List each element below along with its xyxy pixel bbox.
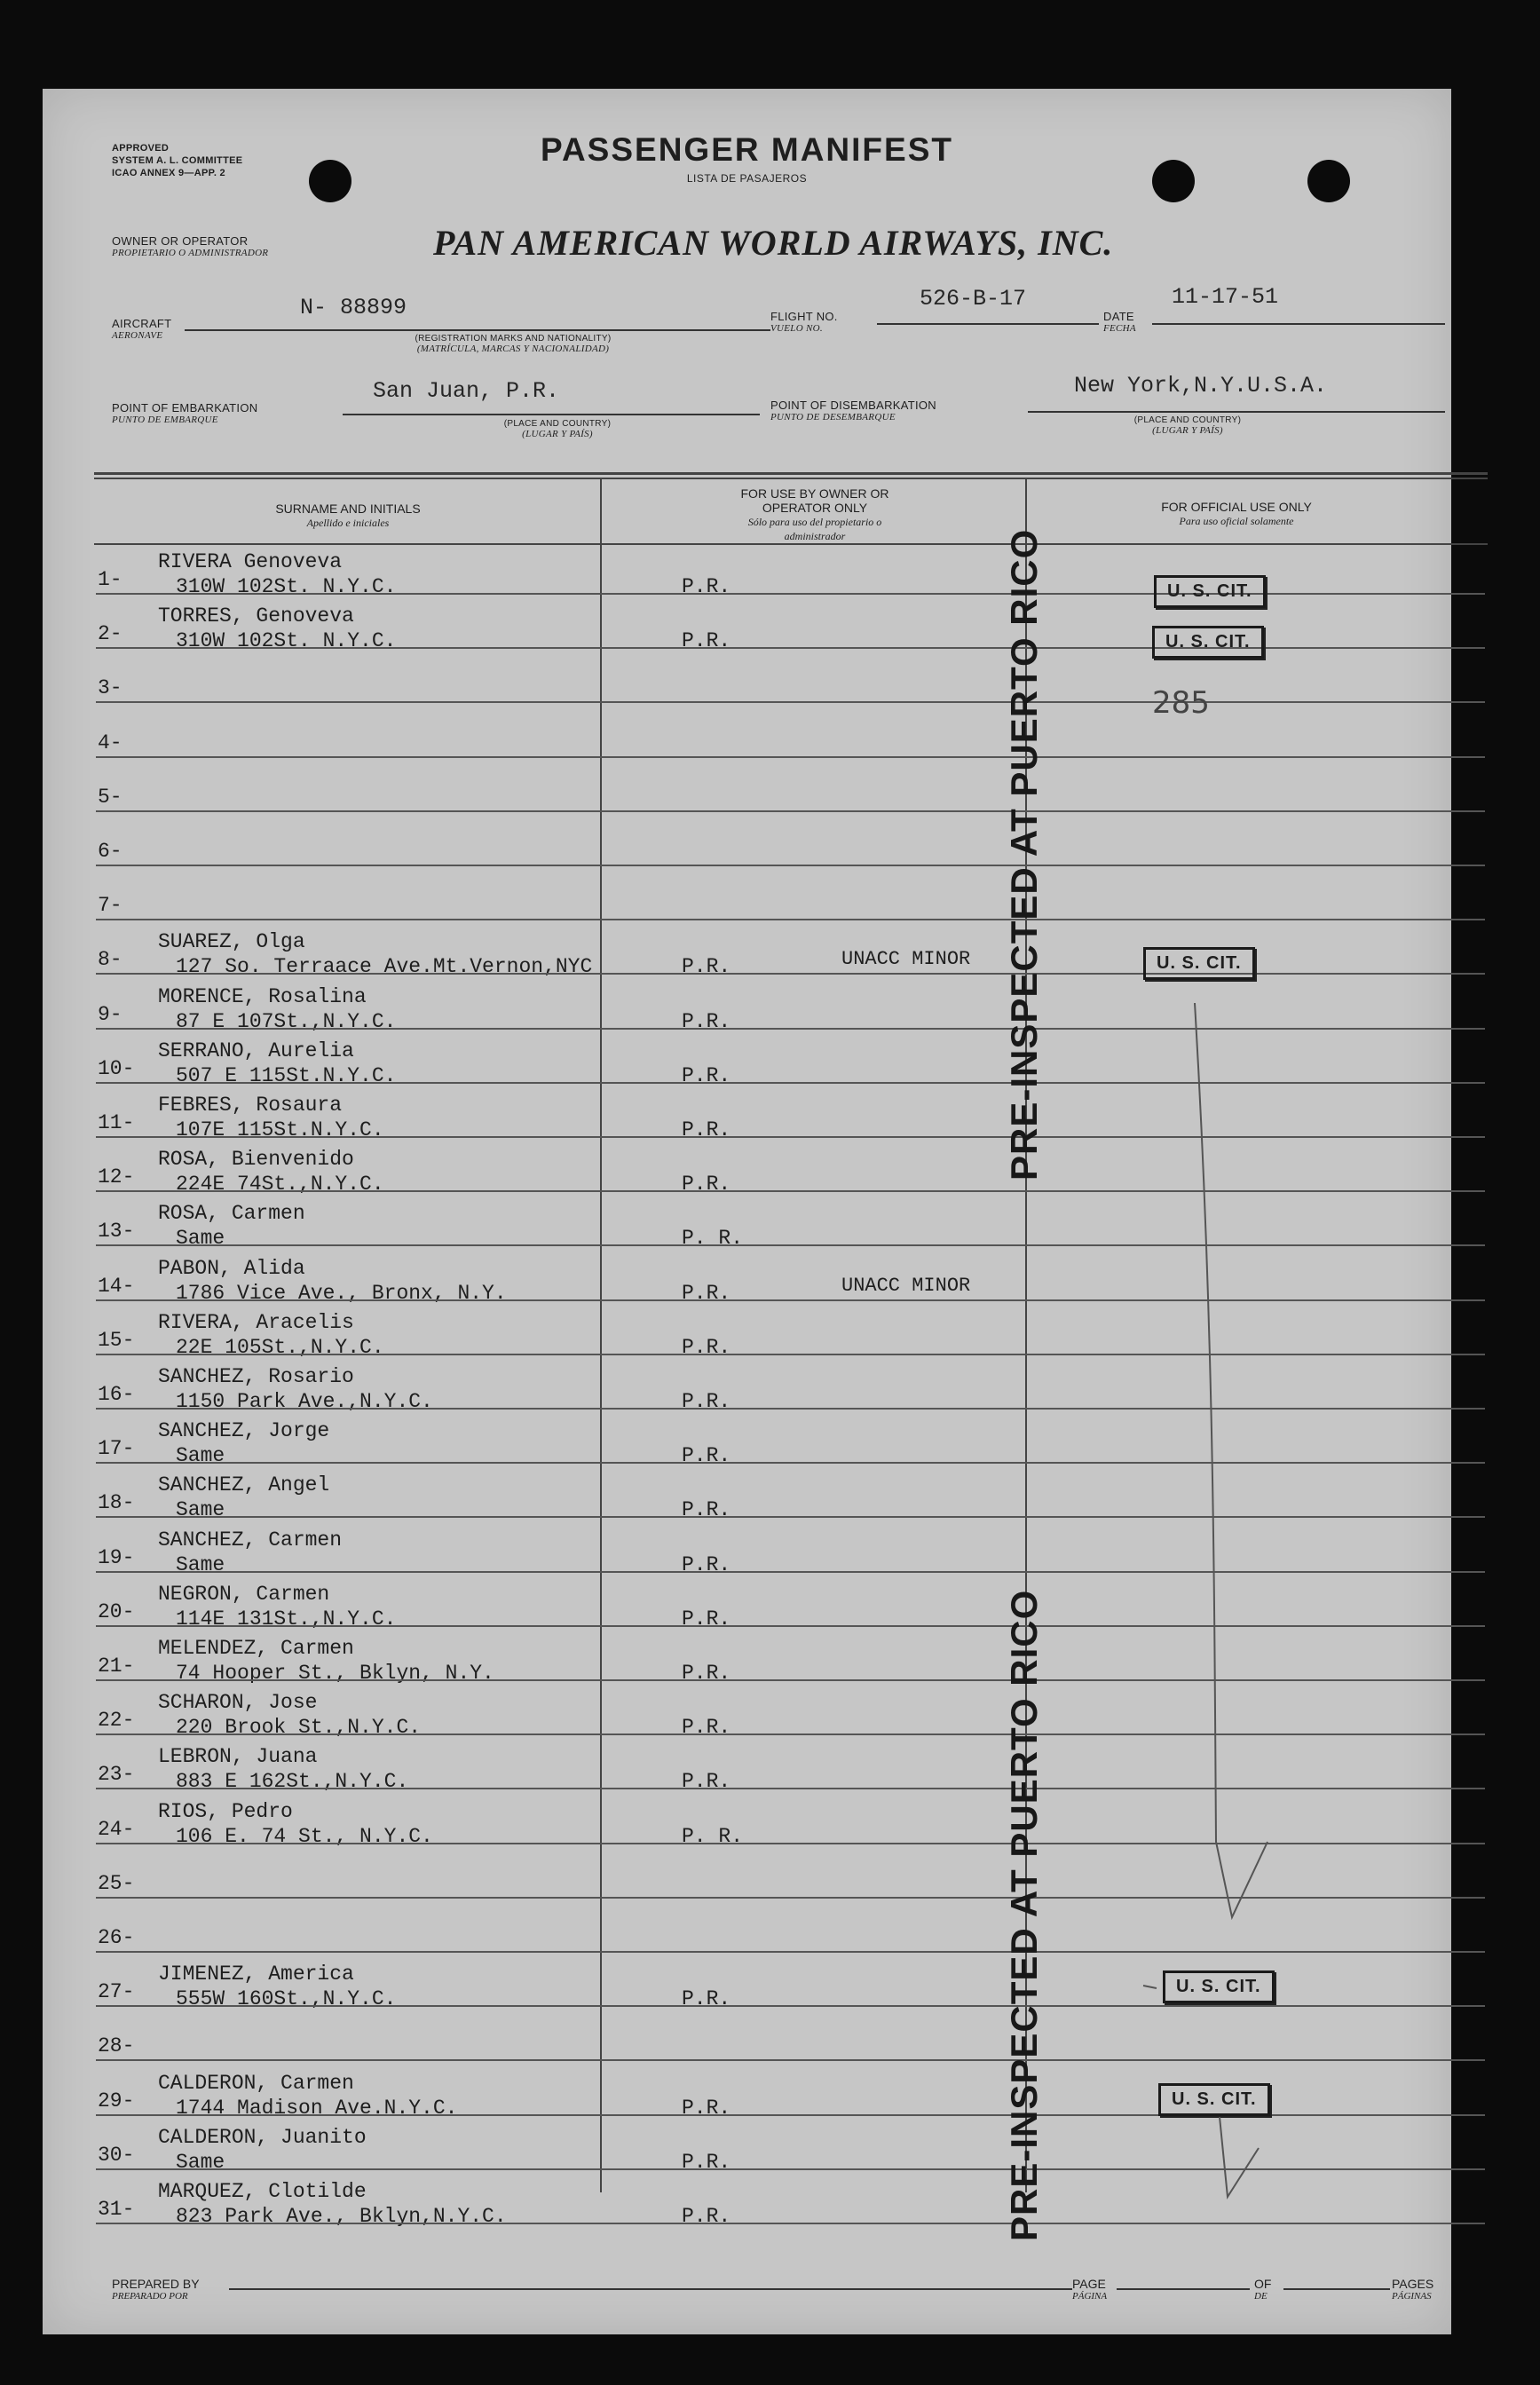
row-number: 2-	[98, 622, 122, 646]
owner-use-value: P.R.	[682, 1716, 731, 1740]
system-label: SYSTEM A. L. COMMITTEE	[112, 155, 243, 166]
row-rule	[96, 701, 1485, 703]
row-rule	[96, 1788, 1485, 1789]
passenger-name: SERRANO, Aurelia	[158, 1039, 354, 1062]
passenger-address: 114E 131St.,N.Y.C.	[176, 1607, 397, 1631]
row-rule	[96, 647, 1485, 649]
embark-place-note-es: (LUGAR Y PAÍS)	[522, 429, 593, 439]
owner-use-value: P.R.	[682, 1173, 731, 1196]
aircraft-label-en: AIRCRAFT	[112, 317, 172, 330]
owner-use-value: P.R.	[682, 1118, 731, 1141]
table-row	[43, 1637, 1451, 1690]
row-number: 21-	[98, 1654, 135, 1678]
row-number: 11-	[98, 1111, 135, 1134]
row-rule	[96, 1733, 1485, 1735]
row-number: 20-	[98, 1599, 135, 1623]
row-rule	[96, 1244, 1485, 1246]
date-label-es: FECHA	[1103, 323, 1136, 334]
flight-label-es: VUELO NO.	[770, 323, 823, 334]
row-rule	[96, 2114, 1485, 2116]
passenger-address: 87 E 107St.,N.Y.C.	[176, 1009, 397, 1033]
owner-use-value: P.R.	[682, 1987, 731, 2011]
passenger-name: RIVERA, Aracelis	[158, 1310, 354, 1334]
owner-use-value: P.R.	[682, 1444, 731, 1468]
row-number: 28-	[98, 2034, 135, 2058]
prepared-by-label-es: PREPARADO POR	[112, 2291, 188, 2302]
preinspected-stamp: PRE-INSPECTED AT PUERTO RICO	[1003, 528, 1045, 1181]
row-rule	[96, 1082, 1485, 1084]
disembark-value: New York,N.Y.U.S.A.	[1074, 373, 1328, 399]
row-rule	[96, 1190, 1485, 1192]
page-underline	[1117, 2288, 1250, 2290]
table-row	[43, 2180, 1451, 2233]
passenger-address: 883 E 162St.,N.Y.C.	[176, 1770, 409, 1794]
row-rule	[96, 865, 1485, 866]
owner-use-value: P.R.	[682, 1281, 731, 1305]
column-header-official	[1028, 500, 1445, 528]
row-number: 17-	[98, 1437, 135, 1461]
disembark-underline	[1028, 411, 1445, 413]
row-number: 31-	[98, 2198, 135, 2221]
row-number: 24-	[98, 1817, 135, 1841]
passenger-name: CALDERON, Carmen	[158, 2071, 354, 2095]
passenger-name: SUAREZ, Olga	[158, 930, 305, 954]
table-row	[43, 768, 1451, 821]
registration-note-es: (MATRÍCULA, MARCAS Y NACIONALIDAD)	[416, 344, 610, 354]
page-title: PASSENGER MANIFEST	[541, 131, 953, 168]
row-rule	[96, 1354, 1485, 1355]
column-header-official-en: FOR OFFICIAL USE ONLY	[1161, 500, 1312, 514]
of-label-en: OF	[1254, 2277, 1272, 2291]
page-title-es: LISTA DE PASAJEROS	[686, 172, 808, 185]
row-rule	[96, 1462, 1485, 1464]
us-cit-stamp: U. S. CIT.	[1154, 575, 1266, 608]
embark-label-es: PUNTO DE EMBARQUE	[112, 415, 218, 425]
pencil-note: 285	[1152, 685, 1210, 721]
aircraft-value: N- 88899	[300, 295, 407, 320]
table-row	[43, 1202, 1451, 1255]
flight-label-en: FLIGHT NO.	[770, 310, 838, 323]
flight-label	[770, 311, 838, 334]
disembark-label-en: POINT OF DISEMBARKATION	[770, 399, 936, 412]
disembark-label-es: PUNTO DE DESEMBARQUE	[770, 412, 896, 423]
passenger-name: FEBRES, Rosaura	[158, 1094, 343, 1117]
row-rule	[96, 1625, 1485, 1627]
owner-label	[112, 235, 268, 258]
row-rule	[96, 756, 1485, 758]
owner-use-value: P.R.	[682, 2096, 731, 2120]
table-row	[43, 822, 1451, 875]
registration-note-en: (REGISTRATION MARKS AND NATIONALITY)	[415, 334, 612, 344]
passenger-name: RIOS, Pedro	[158, 1799, 293, 1823]
table-row	[43, 1583, 1451, 1636]
passenger-name: SANCHEZ, Jorge	[158, 1419, 330, 1443]
aircraft-label-es: AERONAVE	[112, 330, 163, 341]
pages-label-es: PÁGINAS	[1392, 2291, 1432, 2302]
row-number: 9-	[98, 1002, 122, 1026]
row-rule	[96, 1028, 1485, 1030]
passenger-address: 310W 102St. N.Y.C.	[176, 575, 397, 598]
table-top-rule	[94, 472, 1488, 475]
table-row	[43, 1365, 1451, 1418]
row-number: 14-	[98, 1274, 135, 1298]
us-cit-stamp: U. S. CIT.	[1158, 2083, 1270, 2116]
row-rule	[96, 1136, 1485, 1138]
passenger-name: MARQUEZ, Clotilde	[158, 2180, 367, 2203]
passenger-name: MELENDEZ, Carmen	[158, 1637, 354, 1660]
row-number: 19-	[98, 1545, 135, 1569]
disembark-place-note	[1108, 415, 1268, 436]
manifest-page	[43, 89, 1451, 2334]
page-label	[1072, 2277, 1107, 2302]
passenger-address: 107E 115St.N.Y.C.	[176, 1118, 384, 1141]
preinspected-stamp: PRE-INSPECTED AT PUERTO RICO	[1003, 1589, 1045, 2241]
official-note: UNACC MINOR	[841, 948, 971, 971]
table-top-rule-2	[94, 478, 1488, 479]
passenger-name: JIMENEZ, America	[158, 1962, 354, 1986]
passenger-name: CALDERON, Juanito	[158, 2125, 367, 2149]
passenger-name: SCHARON, Jose	[158, 1691, 318, 1715]
airline-name: PAN AMERICAN WORLD AIRWAYS, INC.	[433, 223, 1114, 263]
passenger-address: 823 Park Ave., Bklyn,N.Y.C.	[176, 2205, 507, 2228]
owner-use-value: P.R.	[682, 2150, 731, 2174]
row-number: 5-	[98, 785, 122, 809]
owner-use-value: P. R.	[682, 1227, 744, 1251]
column-header-surname-en: SURNAME AND INITIALS	[275, 501, 421, 516]
passenger-name: PABON, Alida	[158, 1256, 305, 1280]
row-number: 4-	[98, 731, 122, 754]
row-rule	[96, 2168, 1485, 2170]
passenger-address: 220 Brook St.,N.Y.C.	[176, 1716, 422, 1740]
row-rule	[96, 1408, 1485, 1410]
owner-use-value: P.R.	[682, 1607, 731, 1631]
passenger-address: 1786 Vice Ave., Bronx, N.Y.	[176, 1281, 507, 1305]
prepared-by	[112, 2277, 200, 2302]
row-rule	[96, 1299, 1485, 1301]
embark-place-note	[478, 419, 637, 439]
row-rule	[96, 919, 1485, 920]
row-number: 29-	[98, 2089, 135, 2113]
table-row	[43, 1854, 1451, 1907]
passenger-address: Same	[176, 1227, 225, 1251]
table-row	[43, 876, 1451, 929]
row-number: 6-	[98, 840, 122, 863]
passenger-name: NEGRON, Carmen	[158, 1582, 330, 1606]
row-number: 10-	[98, 1056, 135, 1080]
passenger-address: 22E 105St.,N.Y.C.	[176, 1335, 384, 1359]
passenger-address: 106 E. 74 St., N.Y.C.	[176, 1824, 433, 1848]
passenger-address: 555W 160St.,N.Y.C.	[176, 1987, 397, 2011]
table-row	[43, 1745, 1451, 1798]
passenger-address: 310W 102St. N.Y.C.	[176, 629, 397, 653]
owner-use-value: P.R.	[682, 955, 731, 979]
us-cit-stamp: U. S. CIT.	[1143, 947, 1255, 980]
passenger-address: 1150 Park Ave.,N.Y.C.	[176, 1390, 433, 1413]
row-number: 13-	[98, 1220, 135, 1244]
us-cit-stamp: U. S. CIT.	[1152, 626, 1264, 659]
date-label-en: DATE	[1103, 310, 1134, 323]
row-number: 27-	[98, 1980, 135, 2004]
column-header-owner-use-en: FOR USE BY OWNER OR OPERATOR ONLY	[740, 486, 889, 515]
embark-place-note-en: (PLACE AND COUNTRY)	[503, 419, 612, 429]
prepared-by-label: PREPARED BY	[112, 2277, 200, 2291]
passenger-address: 507 E 115St.N.Y.C.	[176, 1063, 397, 1087]
row-number: 16-	[98, 1383, 135, 1406]
passenger-name: SANCHEZ, Angel	[158, 1473, 330, 1497]
table-row	[43, 1528, 1451, 1582]
row-rule	[96, 1951, 1485, 1953]
column-header-owner-use	[717, 486, 912, 543]
pages-label-en: PAGES	[1392, 2277, 1434, 2291]
date-underline	[1152, 323, 1445, 325]
passenger-address: 127 So. Terraace Ave.Mt.Vernon,NYC	[176, 955, 593, 979]
row-number: 3-	[98, 676, 122, 700]
row-rule	[96, 2223, 1485, 2224]
passenger-name: ROSA, Bienvenido	[158, 1148, 354, 1172]
row-rule	[96, 1843, 1485, 1844]
passenger-name: RIVERA Genoveva	[158, 550, 343, 573]
table-row	[43, 1311, 1451, 1364]
row-number: 25-	[98, 1871, 135, 1895]
table-row	[43, 714, 1451, 767]
icao-label: ICAO ANNEX 9—APP. 2	[112, 168, 225, 178]
row-number: 23-	[98, 1763, 135, 1787]
column-header-surname	[96, 501, 600, 530]
table-row	[43, 1257, 1451, 1310]
passenger-name: SANCHEZ, Carmen	[158, 1528, 343, 1552]
table-row	[43, 985, 1451, 1039]
row-number: 8-	[98, 948, 122, 972]
passenger-name: LEBRON, Juana	[158, 1745, 318, 1769]
of-underline	[1283, 2288, 1390, 2290]
date-label	[1103, 311, 1136, 334]
of-label	[1254, 2277, 1271, 2302]
row-number: 22-	[98, 1709, 135, 1733]
row-number: 1-	[98, 568, 122, 591]
column-header-surname-es: Apellido e iniciales	[306, 517, 390, 529]
table-row	[43, 1473, 1451, 1527]
row-rule	[96, 1571, 1485, 1573]
passenger-address: Same	[176, 1498, 225, 1522]
page-label-es: PÁGINA	[1072, 2291, 1108, 2302]
embark-underline	[343, 414, 760, 415]
registration-note	[344, 334, 682, 354]
owner-use-value: P. R.	[682, 1824, 744, 1848]
passenger-address: Same	[176, 1552, 225, 1576]
of-label-es: DE	[1254, 2291, 1268, 2302]
embark-label	[112, 402, 257, 425]
passenger-address: Same	[176, 1444, 225, 1468]
table-row	[43, 1800, 1451, 1853]
owner-use-value: P.R.	[682, 1335, 731, 1359]
passenger-address: 74 Hooper St., Bklyn, N.Y.	[176, 1662, 494, 1685]
row-rule	[96, 1679, 1485, 1681]
disembark-place-note-es: (LUGAR Y PAÍS)	[1152, 425, 1223, 436]
us-cit-stamp: U. S. CIT.	[1163, 1970, 1275, 2003]
column-header-official-es: Para uso oficial solamente	[1179, 515, 1294, 527]
passenger-name: SANCHEZ, Rosario	[158, 1365, 354, 1388]
flight-underline	[877, 323, 1099, 325]
table-row	[43, 2017, 1451, 2070]
table-row	[43, 1419, 1451, 1473]
official-note: UNACC MINOR	[841, 1274, 971, 1297]
prepared-by-underline	[229, 2288, 1072, 2290]
row-rule	[96, 593, 1485, 595]
approved-label: APPROVED	[112, 143, 170, 154]
owner-use-value: P.R.	[682, 1770, 731, 1794]
row-number: 12-	[98, 1165, 135, 1189]
embark-value: San Juan, P.R.	[373, 378, 560, 404]
column-header-rule	[94, 543, 1488, 545]
table-row	[43, 1039, 1451, 1093]
row-number: 26-	[98, 1926, 135, 1949]
owner-use-value: P.R.	[682, 1552, 731, 1576]
table-row	[43, 1094, 1451, 1147]
owner-label-es: PROPIETARIO O ADMINISTRADOR	[112, 248, 269, 258]
table-row	[43, 2126, 1451, 2179]
owner-label-en: OWNER OR OPERATOR	[112, 234, 249, 248]
row-number: 18-	[98, 1491, 135, 1515]
owner-use-value: P.R.	[682, 1662, 731, 1685]
row-rule	[96, 2005, 1485, 2007]
aircraft-label	[112, 318, 171, 341]
passenger-name: TORRES, Genoveva	[158, 604, 354, 628]
owner-use-value: P.R.	[682, 1063, 731, 1087]
pages-label	[1392, 2277, 1433, 2302]
aircraft-underline	[185, 329, 770, 331]
owner-use-value: P.R.	[682, 629, 731, 653]
owner-use-value: P.R.	[682, 2205, 731, 2228]
row-rule	[96, 1897, 1485, 1899]
table-row	[43, 1148, 1451, 1201]
row-number: 30-	[98, 2143, 135, 2167]
passenger-address: Same	[176, 2150, 225, 2174]
disembark-place-note-en: (PLACE AND COUNTRY)	[1133, 415, 1242, 425]
row-rule	[96, 810, 1485, 812]
passenger-name: ROSA, Carmen	[158, 1202, 305, 1226]
passenger-address: 224E 74St.,N.Y.C.	[176, 1173, 384, 1196]
column-header-owner-use-es: Sólo para uso del propietario o administrador	[747, 516, 882, 542]
owner-use-value: P.R.	[682, 575, 731, 598]
embark-label-en: POINT OF EMBARKATION	[112, 401, 258, 415]
row-rule	[96, 973, 1485, 975]
date-value: 11-17-51	[1172, 284, 1279, 310]
passenger-name: MORENCE, Rosalina	[158, 984, 367, 1008]
table-row	[43, 1691, 1451, 1744]
row-rule	[96, 1516, 1485, 1518]
disembark-label	[770, 399, 936, 423]
owner-use-value: P.R.	[682, 1498, 731, 1522]
table-row	[43, 1908, 1451, 1962]
row-number: 7-	[98, 894, 122, 918]
table-row	[43, 659, 1451, 712]
owner-use-value: P.R.	[682, 1009, 731, 1033]
owner-use-value: P.R.	[682, 1390, 731, 1413]
row-rule	[96, 2059, 1485, 2061]
passenger-address: 1744 Madison Ave.N.Y.C.	[176, 2096, 458, 2120]
flight-value: 526-B-17	[920, 286, 1027, 312]
row-number: 15-	[98, 1328, 135, 1352]
page-label-en: PAGE	[1072, 2277, 1106, 2291]
